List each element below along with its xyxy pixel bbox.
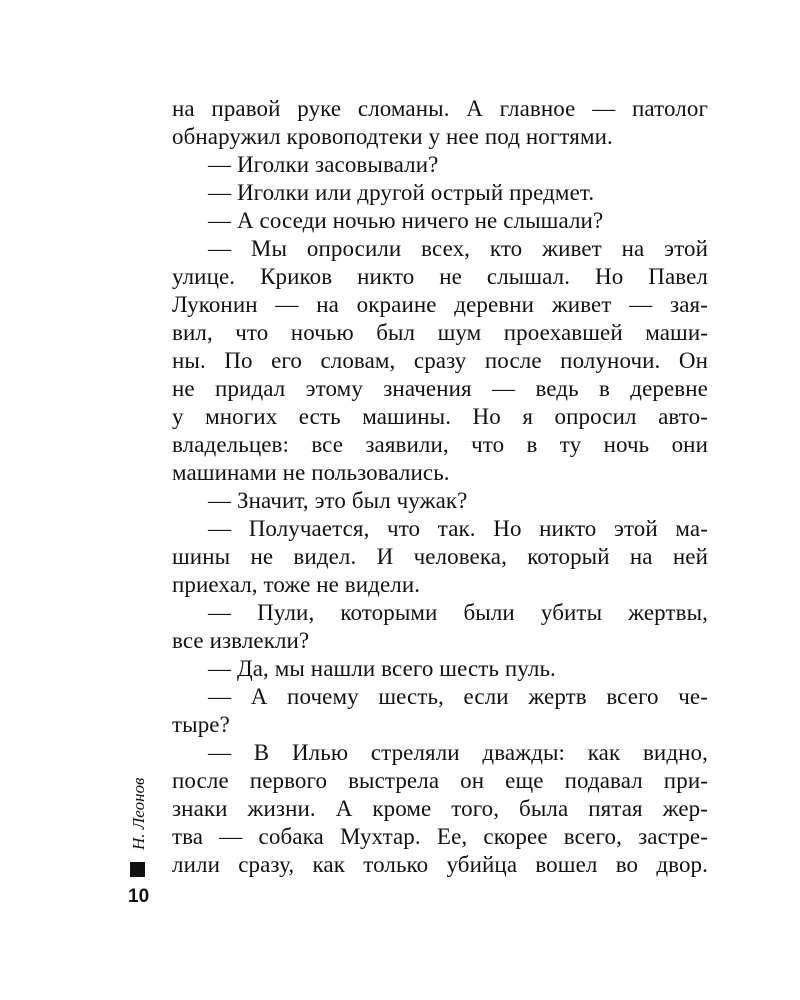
running-head-author: Н. Леонов <box>129 777 148 850</box>
text-line: владельцев: все заявили, что в ту ночь они <box>172 432 708 457</box>
text-line: шины не видел. И человека, который на ней <box>172 544 708 569</box>
text-line: — Иголки засовывали? <box>208 152 439 177</box>
text-line: — Мы опросили всех, кто живет на этой <box>208 236 708 261</box>
square-marker-icon <box>130 862 145 877</box>
text-line: обнаружил кровоподтеки у нее под ногтями. <box>172 124 613 149</box>
text-line: лили сразу, как только убийца вошел во двор. <box>172 852 708 877</box>
text-line: — А почему шесть, если жертв всего че- <box>208 684 708 709</box>
text-line: Луконин — на окраине деревни живет — зая- <box>172 292 708 317</box>
page-number: 10 <box>128 886 150 907</box>
text-line: приехал, тоже не видели. <box>172 572 421 597</box>
text-line: машинами не пользовались. <box>172 460 450 485</box>
text-line: на правой руке сломаны. А главное — патолог <box>172 96 708 121</box>
text-line: — А соседи ночью ничего не слышали? <box>208 208 604 233</box>
text-line: все извлекли? <box>172 628 310 653</box>
text-line: — В Илью стреляли дважды: как видно, <box>208 740 708 765</box>
text-line: ны. По его словам, сразу после полуночи. Он <box>172 348 708 373</box>
text-line: — Да, мы нашли всего шесть пуль. <box>208 656 556 681</box>
text-line: после первого выстрела он еще подавал при- <box>172 768 708 793</box>
text-line: не придал этому значения — ведь в деревне <box>172 376 708 401</box>
text-line: улице. Криков никто не слышал. Но Павел <box>172 264 708 289</box>
text-line: тва — собака Мухтар. Ее, скорее всего, застре- <box>172 824 708 849</box>
text-line: — Значит, это был чужак? <box>208 488 468 513</box>
text-line: — Получается, что так. Но никто этой ма- <box>208 516 708 541</box>
text-line: тыре? <box>172 712 230 737</box>
text-line: у многих есть машины. Но я опросил авто- <box>172 404 708 429</box>
text-line: — Иголки или другой острый предмет. <box>208 180 595 205</box>
text-line: — Пули, которыми были убиты жертвы, <box>208 600 708 625</box>
text-line: знаки жизни. А кроме того, была пятая жер- <box>172 796 708 821</box>
text-line: вил, что ночью был шум проехавшей маши- <box>172 320 708 345</box>
